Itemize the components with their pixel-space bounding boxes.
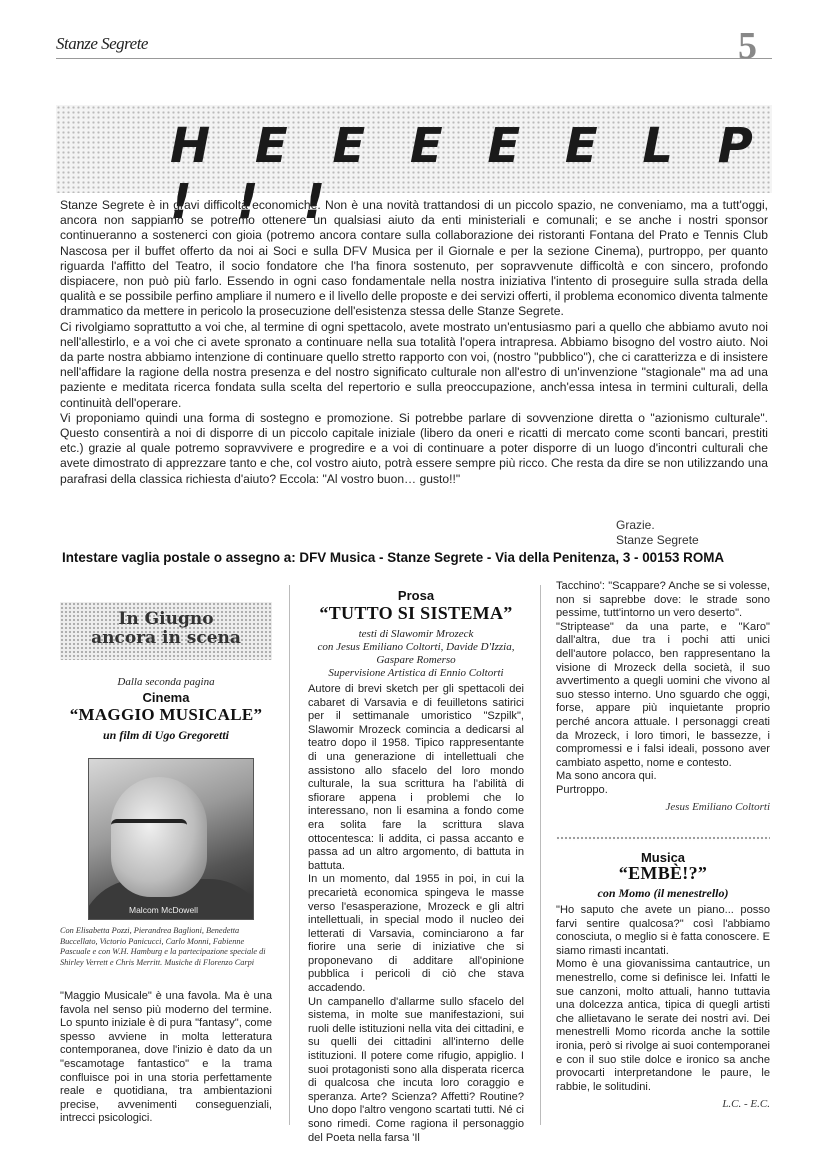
prosa-paragraph: Ma sono ancora qui.	[556, 770, 657, 783]
in-scena-title-1: In Giugno	[118, 609, 214, 629]
column-divider	[289, 585, 290, 1125]
cinema-cast-credits: Con Elisabetta Pozzi, Pierandrea Baglioni, Benedetta Buccellato, Victorio Panicucci, Carlo Monni, Fabienne Pascuale e con W.H. Hamburg e la partecipazione speciale di Shirley Verrett e Chris Merritt. Musiche di Florenzo Carpi	[60, 926, 266, 967]
prosa-paragraph: Un campanello d'allarme sullo sfacelo del sistema, in molte sue manifestazioni, sui ruoli delle istituzioni nella vita dei cittadini, e su quelli dei cittadini all'interno delle istituzioni. Il potere come rifugio, appiglio. I suoi protagonisti sono alla disperata ricerca di qualcosa che incuta loro coraggio e speranza. Arte? Scienza? Affetti? Routine? Uno dopo l'altro vengono scartati tutti. Né ci sono rimedi. Come ragiona il personaggio del Poeta nella farsa 'Il	[308, 995, 524, 1144]
actor-photo	[88, 758, 254, 920]
appeal-paragraph: Stanze Segrete è in gravi difficoltà economiche. Non è una novità trattandosi di un piccolo spazio, ne conveniamo, ma a tutt'oggi, ancora non sappiamo se potremo ottenere un qualsiasi aiuto da enti ministeriali e comunali; e se anche i nostri sponsor continueranno a sostenerci con gioia (potremo ancora contare sulla collaborazione dei ristoranti Fontana del Prato e Tennis Club Nascosa per il buffet offerto da noi ai Soci e sulla DFV Musica per il Giornale e per la sezione Cinema), purtroppo, per quanto riguarda l'affitto del Teatro, il socio fondatore che l'ha finora sostenuto, per sopravvenute difficoltà e con sincero, profondo dispiacere, non può più farlo. Essendo in ogni caso fondamentale nella nostra iniziativa l'intento di proseguire sulla strada della qualità e se possibile perfino ampliare il numero e il livello delle proposte e dei servizi offerti, il problema economico diventa talmente drammatico da mettere in pericolo la prosecuzione dell'esistenza stessa delle Stanze Segrete.	[60, 198, 768, 319]
musica-article	[556, 850, 770, 1110]
prosa-paragraph: Tacchino': "Scappare? Anche se si volesse, non si saprebbe dove: le strade sono pessime, tutt'intorno un vero deserto".	[556, 580, 770, 620]
prosa-credit: Supervisione Artistica di Ennio Coltorti	[328, 667, 504, 679]
prosa-article	[308, 580, 524, 1145]
musica-body	[556, 904, 770, 1094]
appeal-signoff	[616, 518, 699, 548]
column-divider	[540, 585, 541, 1125]
musica-signature: L.C. - E.C.	[722, 1098, 770, 1111]
prosa-continued-body	[556, 580, 770, 798]
prosa-signature: Jesus Emiliano Coltorti	[665, 800, 770, 813]
in-scena-title-2: ancora in scena	[91, 628, 241, 648]
prosa-credit: Gaspare Romerso	[376, 654, 456, 666]
cinema-title: “MAGGIO MUSICALE”	[69, 705, 263, 724]
payment-instructions: Intestare vaglia postale o assegno a: DFV Musica - Stanze Segrete - Via della Penitenza, 3 - 00153 ROMA	[62, 550, 725, 565]
appeal-paragraph: Vi proponiamo quindi una forma di sostegno e promozione. Si potrebbe parlare di sovvenzione diretta o "azionismo culturale". Questo consentirà a noi di disporre di un piccolo capitale iniziale (libero da oneri e ricatti di mercato come sconti bancari, prestiti etc.) grazie al quale potremo sopravvivere e progredire e a voi di continuare a poter disporre di un luogo d'incontri culturali che avete dimostrato di apprezzare tanto e che, col vostro aiuto, potrà essere sempre più ricco. Che resta da dire se non utilizzando una parafrasi della classica richiesta d'aiuto? Eccola: "Al vostro buon… gusto!!"	[60, 410, 768, 486]
prosa-body	[308, 683, 524, 1145]
appeal-paragraph: Ci rivolgiamo soprattutto a voi che, al termine di ogni spettacolo, avete mostrato un'entusiasmo pari a quello che abbiamo avuto noi nell'allestirlo, e a voi che ci avete spronato a continuare nella sua totalità l'opera intrapresa. Abbiamo bisogno del vostro aiuto. Noi da parte nostra abbiamo intenzione di continuare quello stretto rapporto con voi, (nostro "pubblico"), che ci caratterizza e di insistere nell'affidare la ragione della nostra presenza e del nostro significato culturale non all'estro di un'invenzione "stagionale" ma ad una paziente e meditata ricerca fondata sulla scelta del repertorio e sulla preoccupazione, anch'essa intesa in termini culturali, della continuità dell'operare.	[60, 319, 768, 410]
prosa-section-label: Prosa	[397, 588, 435, 603]
appeal-article	[60, 198, 768, 487]
musica-title: “EMBÈ!?”	[618, 863, 708, 883]
photo-caption: Malcom McDowell	[129, 905, 198, 915]
header-rule	[56, 58, 772, 59]
signoff-thanks: Grazie.	[616, 518, 655, 532]
magazine-logo: Stanze Segrete	[56, 34, 148, 53]
in-scena-box	[60, 602, 272, 660]
page-number: 5	[738, 25, 757, 67]
prosa-paragraph: In un momento, dal 1955 in poi, in cui la precarietà economica spingeva le masse verso l'esasperazione, Mrozeck e gli altri intellettuali, in special modo il nucleo dei letterati di Varsavia, cominciarono a far fiorire una serie di iniziative che si proponevano di additare all'opinione pubblica i pericoli di ciò che stava accadendo.	[308, 873, 524, 995]
prosa-credit: testi di Slawomir Mrozeck	[358, 628, 474, 640]
prosa-continued	[556, 580, 770, 813]
section-divider	[556, 836, 770, 841]
signoff-name: Stanze Segrete	[616, 533, 699, 547]
musica-byline: con Momo (il menestrello)	[597, 886, 729, 900]
cinema-byline: un film di Ugo Gregoretti	[102, 728, 229, 742]
prosa-paragraph: Autore di brevi sketch per gli spettacoli dei cabaret di Varsavia e di feuilletons satirici per il settimanale umoristico "Szpilk", Slawomir Mrozeck comincia a dedicarsi al teatro dopo il 1958. Tipico rappresentante di una generazione di intellettuali che assistono allo sfacelo del loro mondo culturale, la sua scrittura ha l'abilità di sfiorare appena i problemi che lo interessano, non li esamina a fondo come era solita fare la scrittura slava ottocentesca: li addita, ci passa accanto e passa ad un altro argomento, di battuta in battuta.	[308, 683, 524, 872]
musica-paragraph: "Ho saputo che avete un piano... posso farvi sentire qualcosa?" così l'abbiamo conosciuta, o meglio si è fatta conoscere. E siamo rimasti incantati.	[556, 904, 770, 957]
cinema-body: "Maggio Musicale" è una favola. Ma è una favola nel senso più moderno del termine. Lo spunto iniziale è di pura "fantasy", come spesso avviene in molta letteratura contemporanea, dove l'inizio è dato da un "escamotage fantastico" e la trama confluisce poi in una storia perfettamente reale e quotidiana, tra ambientazioni precise, avvenimenti conseguenziali, intrecci psicologici.	[60, 990, 273, 1125]
prosa-credit: con Jesus Emiliano Coltorti, Davide D'Izzia,	[317, 641, 515, 653]
musica-section-label: Musica	[640, 850, 686, 865]
prosa-paragraph: Purtroppo.	[556, 783, 608, 796]
musica-paragraph: Momo è una giovanissima cantautrice, un menestrello, come si definisce lei. Infatti le sue canzoni, molto attuali, hanno tuttavia una dolcezza antica, tipica di quegli artisti che allietavano le serate dei nostri avi. Dei menestrelli Momo ricorda anche la sottile ironia, però si rivolge ai suoi contemporanei e con il suo stile dolce e ironico sa anche provocarti interpretandone le paure, le rabbie, le solitudini.	[556, 958, 770, 1093]
cinema-section-label: Cinema	[142, 690, 190, 705]
prosa-paragraph: "Striptease" da una parte, e "Karo" dall'altra, due tra i pochi atti unici dell'autore polacco, ben rappresentano la visione di Mrozeck della società, il suo avvertimento a quegli uomini che vivono al suo stesso interno. Uno sguardo che oggi, forse, appare più inquietante proprio perché ancora attuale. I personaggi creati da Mrozeck, i loro timori, le bassezze, i compromessi e i falsi ideali, possono aver cambiato aspetto, nome e contesto.	[556, 620, 770, 769]
continued-note: Dalla seconda pagina	[117, 676, 215, 688]
cinema-heading	[60, 676, 272, 743]
prosa-title: “TUTTO SI SISTEMA”	[319, 603, 513, 623]
headline: H E E E E E L P ! ! !	[170, 118, 767, 230]
